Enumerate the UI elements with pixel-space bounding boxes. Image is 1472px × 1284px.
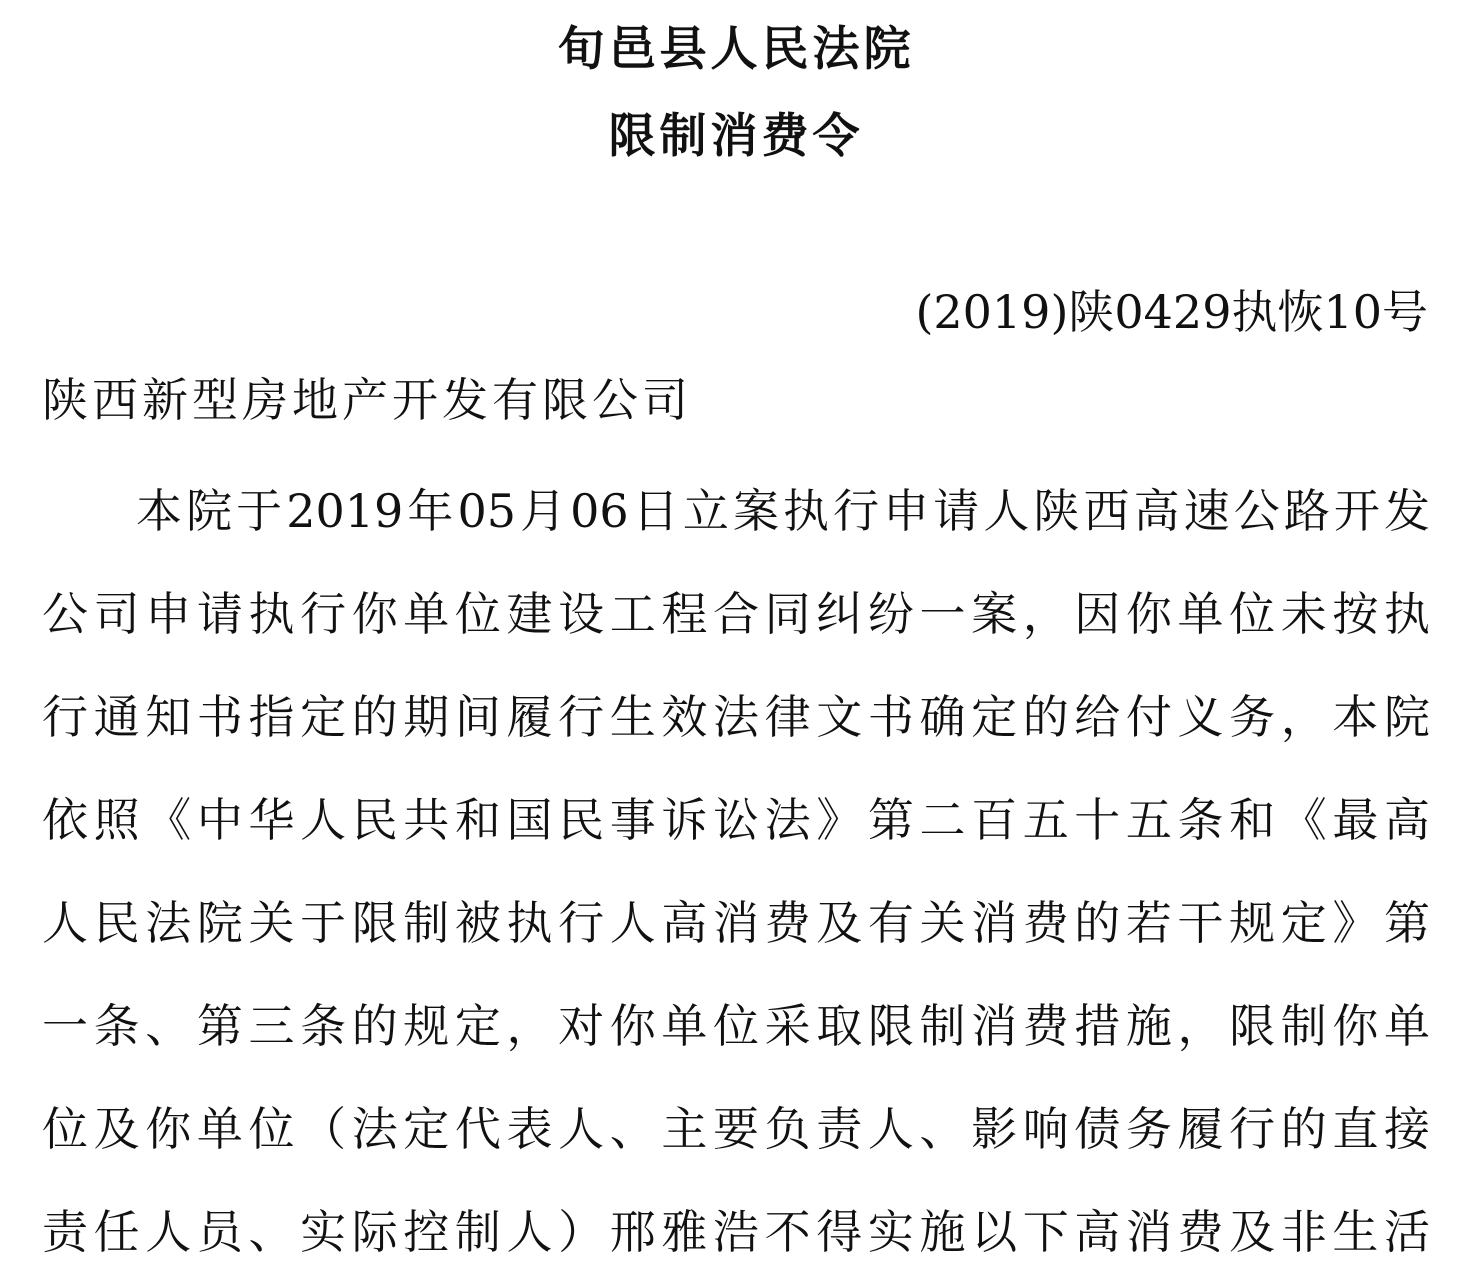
court-name: 旬邑县人民法院	[557, 22, 915, 77]
body-line: 公司申请执行你单位建设工程合同纠纷一案，因你单位未按执	[42, 587, 1430, 641]
body-line: 依照《中华人民共和国民事诉讼法》第二百五十五条和《最高	[42, 793, 1430, 847]
body-line: 行通知书指定的期间履行生效法律文书确定的给付义务，本院	[42, 690, 1430, 744]
body-line: 一条、第三条的规定，对你单位采取限制消费措施，限制你单	[42, 999, 1430, 1053]
body-line: 位及你单位（法定代表人、主要负责人、影响债务履行的直接	[42, 1102, 1430, 1156]
case-number: (2019)陕0429执恢10号	[915, 285, 1428, 339]
body-line: 本院于2019年05月06日立案执行申请人陕西高速公路开发	[136, 484, 1430, 538]
document-title: 限制消费令	[608, 109, 864, 164]
body-line: 责任人员、实际控制人）邢雅浩不得实施以下高消费及非生活	[42, 1205, 1430, 1259]
body-line: 人民法院关于限制被执行人高消费及有关消费的若干规定》第	[42, 896, 1430, 950]
body-paragraph	[42, 460, 1430, 1284]
recipient-name: 陕西新型房地产开发有限公司	[42, 373, 692, 427]
